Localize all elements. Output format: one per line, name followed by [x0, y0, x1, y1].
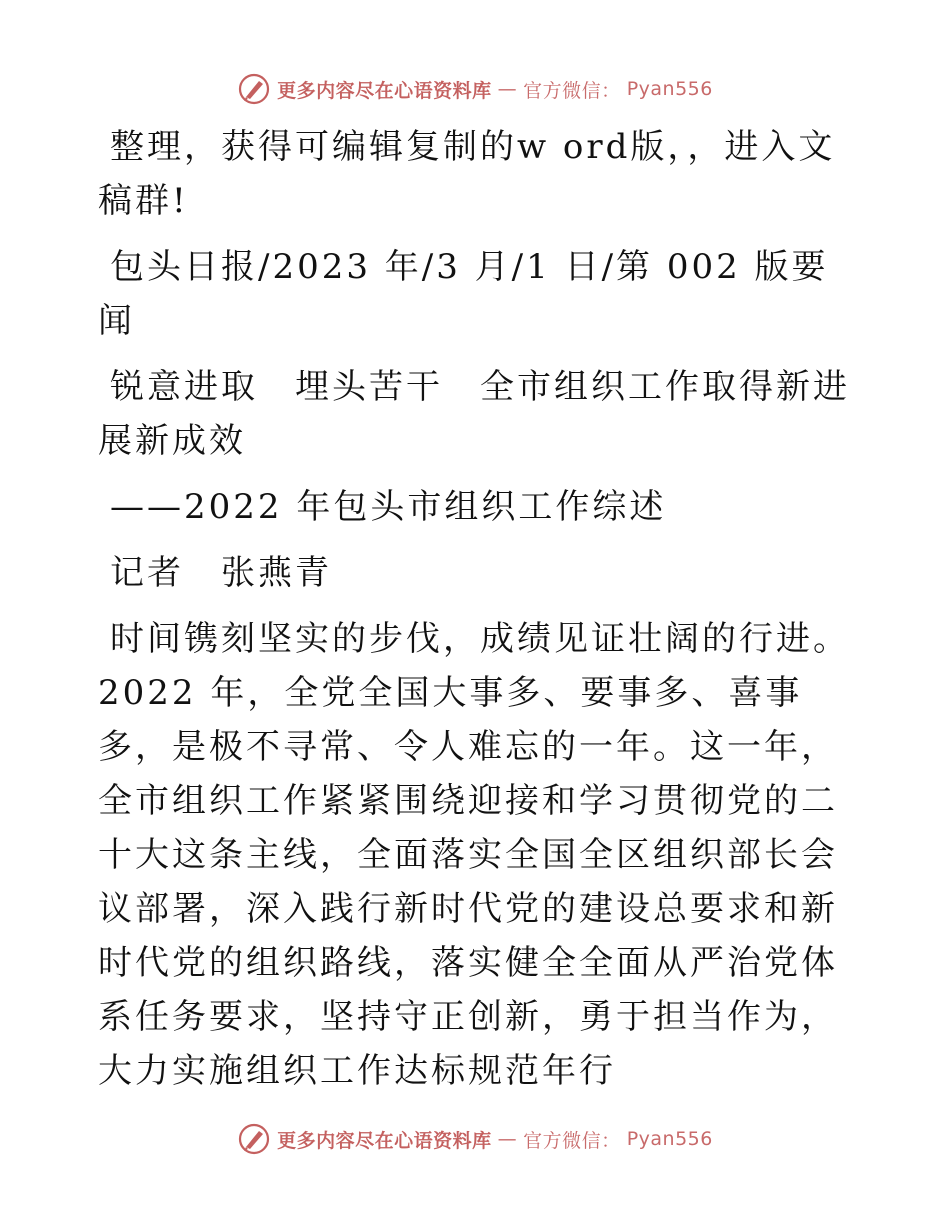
watermark-wechat-id: Pyan556 — [626, 1128, 713, 1150]
watermark-site-name: 更多内容尽在心语资料库 — [277, 1129, 492, 1152]
watermark-label: 官方微信： — [523, 1129, 621, 1152]
quill-pen-logo-icon — [237, 72, 271, 106]
watermark-wechat-id: Pyan556 — [626, 78, 713, 100]
article-subtitle: ——2022 年包头市组织工作综述 — [110, 487, 667, 527]
watermark-separator: — — [497, 1128, 518, 1150]
article-body-paragraph: 时间镌刻坚实的步伐，成绩见证壮阔的行进。2022 年，全党全国大事多、要事多、喜事多，是极不寻常、令人难忘的一年。这一年，全市组织工作紧紧围绕迎接和学习贯彻党的二十大这条主线，全面落实全国全区组织部长会议部署，深入践行新时代党的建设总要求和新时代党的组织路线，落实健全全面从严治党体系任务要求，坚持守正创新，勇于担当作为，大力实施组织工作达标规范年行 — [98, 619, 850, 1091]
watermark-site-name: 更多内容尽在心语资料库 — [277, 79, 492, 102]
article-headline: 锐意进取 埋头苦干 全市组织工作取得新进展新成效 — [98, 367, 850, 461]
quill-pen-logo-icon — [237, 1122, 271, 1156]
article-byline: 记者 张燕青 — [110, 553, 332, 593]
header-watermark — [0, 72, 950, 106]
source-line: 包头日报/2023 年/3 月/1 日/第 002 版要闻 — [98, 247, 829, 341]
watermark-separator: — — [497, 78, 518, 100]
intro-paragraph: 整理，获得可编辑复制的w ord版，，进入文稿群! — [98, 127, 836, 221]
footer-watermark — [0, 1122, 950, 1156]
watermark-label: 官方微信： — [523, 79, 621, 102]
document-body — [98, 120, 858, 1110]
